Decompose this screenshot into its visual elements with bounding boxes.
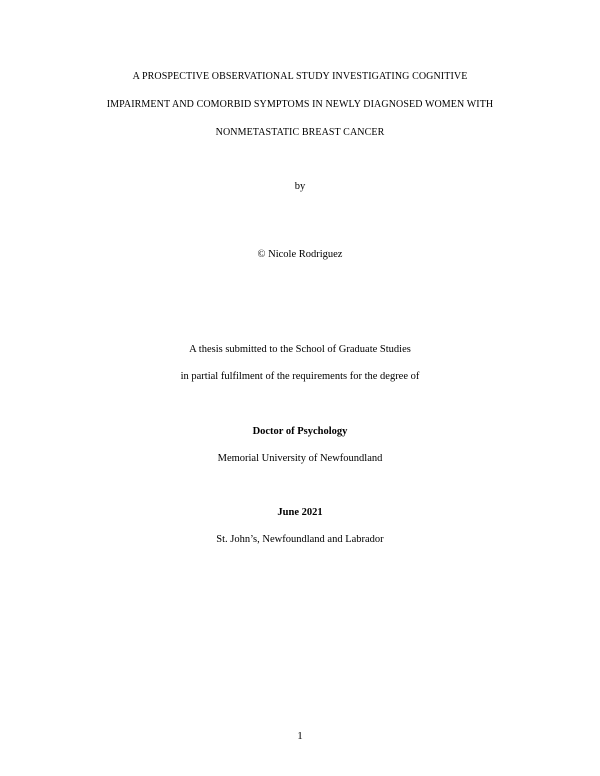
submission-date: June 2021 bbox=[277, 507, 323, 518]
title-line-3: NONMETASTATIC BREAST CANCER bbox=[215, 127, 385, 138]
location: St. John’s, Newfoundland and Labrador bbox=[216, 534, 384, 545]
degree-name: Doctor of Psychology bbox=[252, 426, 348, 437]
page-number: 1 bbox=[297, 730, 303, 742]
submission-line-1: A thesis submitted to the School of Graduate Studies bbox=[189, 344, 411, 355]
title-line-1: A PROSPECTIVE OBSERVATIONAL STUDY INVESTIGATING COGNITIVE bbox=[132, 71, 468, 82]
university-name: Memorial University of Newfoundland bbox=[217, 453, 383, 464]
submission-line-2: in partial fulfilment of the requirements for the degree of bbox=[180, 371, 420, 382]
title-line-2: IMPAIRMENT AND COMORBID SYMPTOMS IN NEWLY DIAGNOSED WOMEN WITH bbox=[106, 99, 494, 110]
author-name: © Nicole Rodriguez bbox=[257, 249, 343, 260]
by-label: by bbox=[294, 181, 306, 192]
